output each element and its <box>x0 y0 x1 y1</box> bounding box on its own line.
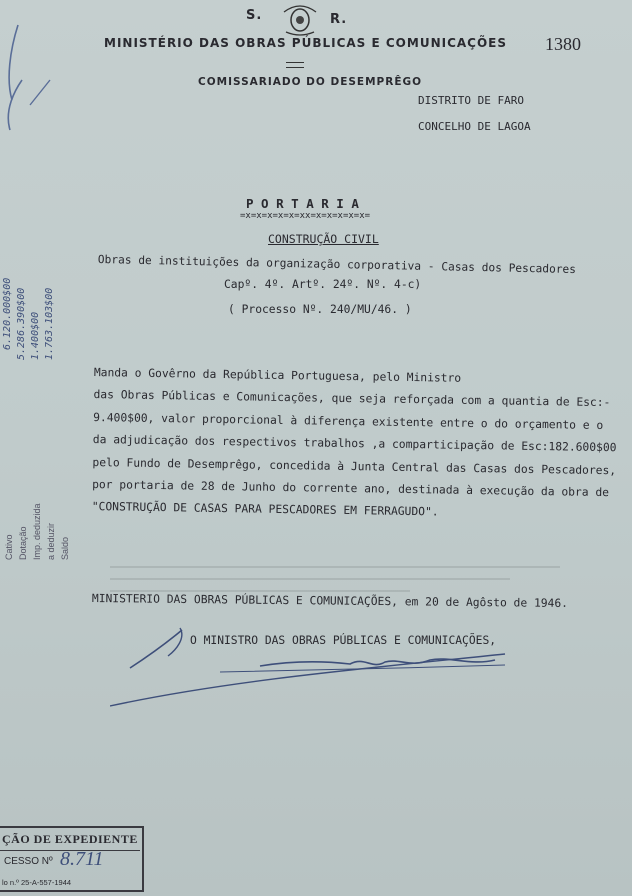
body-paragraph <box>91 366 623 534</box>
page-number: 1380 <box>545 34 581 54</box>
signatory-title: O MINISTRO DAS OBRAS PÚBLICAS E COMUNICAÇÕES, <box>190 634 497 647</box>
accounting-label-saldo: Saldo <box>60 536 70 560</box>
department-heading: COMISSARIADO DO DESEMPRÊGO <box>198 76 423 88</box>
margin-accounting <box>4 240 74 560</box>
ministry-heading: MINISTÉRIO DAS OBRAS PÚBLICAS E COMUNICAÇÕES <box>104 36 508 50</box>
body-line: pelo Fundo de Desemprêgo, concedida à Junta Central das Casas dos Pescadores, <box>92 455 617 478</box>
district-label: DISTRITO DE FARO <box>418 94 524 107</box>
body-line: "CONSTRUÇÃO DE CASAS PARA PESCADORES EM FERRAGUDO". <box>91 499 439 519</box>
stamp-process-number: 8.711 <box>60 848 104 870</box>
accounting-value-cativo: 6.120.000$00 <box>2 277 13 350</box>
process-reference: ( Processo Nº. 240/MU/46. ) <box>228 303 412 316</box>
accounting-value-a-deduzir: 1.763.103$00 <box>44 287 55 360</box>
heading-divider <box>286 62 304 68</box>
stamp-title: ÇÃO DE EXPEDIENTE <box>2 832 138 846</box>
monogram-right: R. <box>330 12 348 27</box>
accounting-label-a-deduzir: a deduzir <box>46 522 56 560</box>
stamp-process-label: CESSO Nº <box>4 856 53 867</box>
municipality-label: CONCELHO DE LAGOA <box>418 120 531 133</box>
body-line: 9.400$00, valor proporcional à diferença existente entre o do orçamento e o <box>93 410 604 433</box>
handwritten-margin-mark <box>0 20 60 140</box>
accounting-label-dotacao: Dotação <box>18 526 28 560</box>
handwritten-signature <box>110 610 530 720</box>
accounting-label-imp-deduzida: Imp. deduzida <box>32 503 42 560</box>
section-heading: CONSTRUÇÃO CIVIL <box>268 232 379 246</box>
body-line: da adjudicação dos respectivos trabalhos ,a comparticipação de Esc:182.600$00 <box>92 432 617 455</box>
place-and-date: MINISTERIO DAS OBRAS PÚBLICAS E COMUNICAÇÕES, em 20 de Agôsto de 1946. <box>91 592 569 610</box>
body-line: por portaria de 28 de Junho do corrente ano, destinada à execução da obra de <box>92 477 610 500</box>
accounting-value-imp-deduzida: 1.400$00 <box>30 311 41 360</box>
title-underline: =x=x=x=x=x=xx=x=x=x=x=x= <box>240 211 371 221</box>
coat-of-arms-icon <box>280 2 320 38</box>
monogram-left: S. <box>246 8 263 23</box>
accounting-value-dotacao: 5.286.390$00 <box>16 287 27 360</box>
form-footer: lo n.º 25-A-557-1944 <box>2 878 72 887</box>
body-line: das Obras Públicas e Comunicações, que seja reforçada com a quantia de Esc:- <box>93 387 611 410</box>
subject-line-1: Obras de instituições da organização corporativa - Casas dos Pescadores <box>97 253 577 277</box>
accounting-label-cativo: Cativo <box>4 534 14 560</box>
body-line: Manda o Govêrno da República Portuguesa, pelo Ministro <box>93 366 462 385</box>
subject-line-2: Capº. 4º. Artº. 24º. Nº. 4-c) <box>224 278 422 291</box>
portaria-title: P O R T A R I A <box>246 196 359 211</box>
